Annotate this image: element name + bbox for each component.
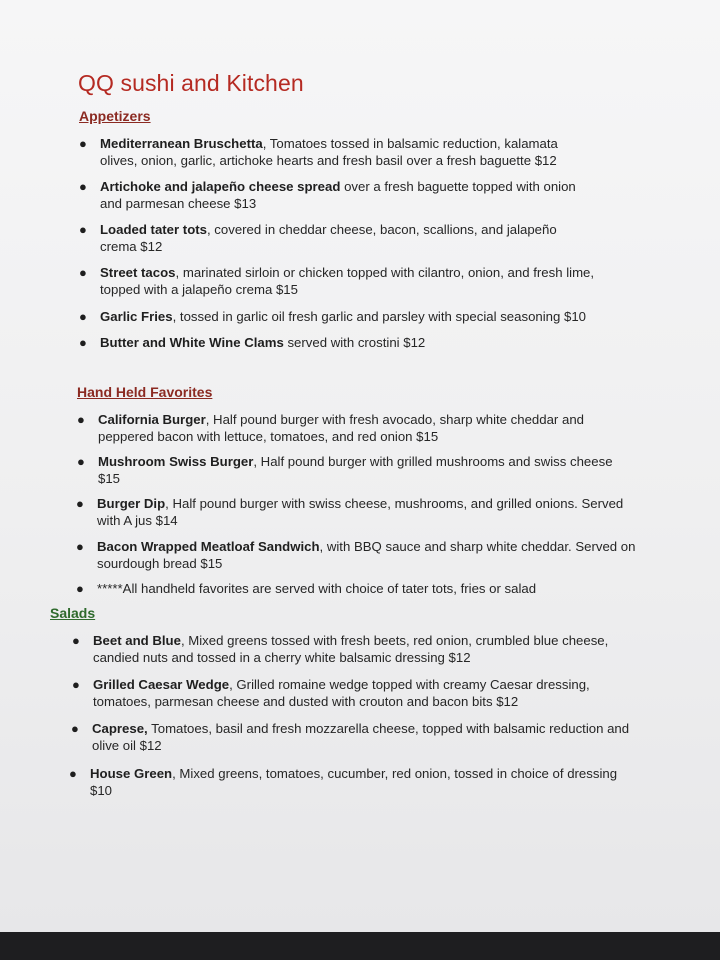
heading-hand-held-favorites: Hand Held Favorites xyxy=(77,384,213,400)
menu-item: ● Mediterranean Bruschetta, Tomatoes tossed in balsamic reduction, kalamata olives, onion, garlic, artichoke hearts and fresh basil over a fresh baguette $12 xyxy=(79,136,558,168)
restaurant-title: QQ sushi and Kitchen xyxy=(78,70,304,96)
menu-item: ● Caprese, Tomatoes, basil and fresh mozzarella cheese, topped with balsamic reduction and olive oil $12 xyxy=(71,721,630,753)
bullet-icon: ● xyxy=(77,454,85,469)
bullet-icon: ● xyxy=(76,539,84,554)
menu-item: ● Beet and Blue, Mixed greens tossed with fresh beets, red onion, crumbled blue cheese, candied nuts and tossed in a cherry white balsamic dressing $12 xyxy=(72,633,609,665)
menu-item: ● Artichoke and jalapeño cheese spread over a fresh baguette topped with onion and parmesan cheese $13 xyxy=(79,179,576,211)
bullet-icon: ● xyxy=(79,222,87,237)
bullet-icon: ● xyxy=(72,677,80,692)
bullet-icon: ● xyxy=(76,581,84,596)
menu-item: ● Mushroom Swiss Burger, Half pound burger with grilled mushrooms and swiss cheese $15 xyxy=(77,454,613,486)
menu-item: ● Street tacos, marinated sirloin or chicken topped with cilantro, onion, and fresh lime, topped with a jalapeño crema $15 xyxy=(79,265,595,297)
table-surface xyxy=(0,932,720,960)
bullet-icon: ● xyxy=(79,179,87,194)
menu-item: ● Butter and White Wine Clams served with crostini $12 xyxy=(79,335,426,350)
menu-item: ● Garlic Fries, tossed in garlic oil fresh garlic and parsley with special seasoning $10 xyxy=(79,309,587,324)
bullet-icon: ● xyxy=(72,633,80,648)
bullet-icon: ● xyxy=(69,766,77,781)
heading-salads: Salads xyxy=(50,605,96,621)
heading-appetizers: Appetizers xyxy=(79,108,151,124)
bullet-icon: ● xyxy=(77,412,85,427)
bullet-icon: ● xyxy=(79,309,87,324)
menu-item: ● Grilled Caesar Wedge, Grilled romaine wedge topped with creamy Caesar dressing, tomatoes, parmesan cheese and dusted with crouton and bacon bits $12 xyxy=(72,677,590,709)
menu-item: ● Bacon Wrapped Meatloaf Sandwich, with BBQ sauce and sharp white cheddar. Served on sourdough bread $15 xyxy=(76,539,636,571)
bullet-icon: ● xyxy=(79,136,87,151)
bullet-icon: ● xyxy=(76,496,84,511)
menu-item: ● *****All handheld favorites are served with choice of tater tots, fries or salad xyxy=(76,581,537,596)
bullet-icon: ● xyxy=(79,265,87,280)
menu-item: ● House Green, Mixed greens, tomatoes, cucumber, red onion, tossed in choice of dressing $10 xyxy=(69,766,618,798)
menu-item: ● California Burger, Half pound burger with fresh avocado, sharp white cheddar and peppered bacon with lettuce, tomatoes, and red onion $15 xyxy=(77,412,584,444)
menu-item: ● Burger Dip, Half pound burger with swiss cheese, mushrooms, and grilled onions. Served with A jus $14 xyxy=(76,496,624,528)
menu-item: ● Loaded tater tots, covered in cheddar cheese, bacon, scallions, and jalapeño crema $12 xyxy=(79,222,557,254)
bullet-icon: ● xyxy=(79,335,87,350)
bullet-icon: ● xyxy=(71,721,79,736)
